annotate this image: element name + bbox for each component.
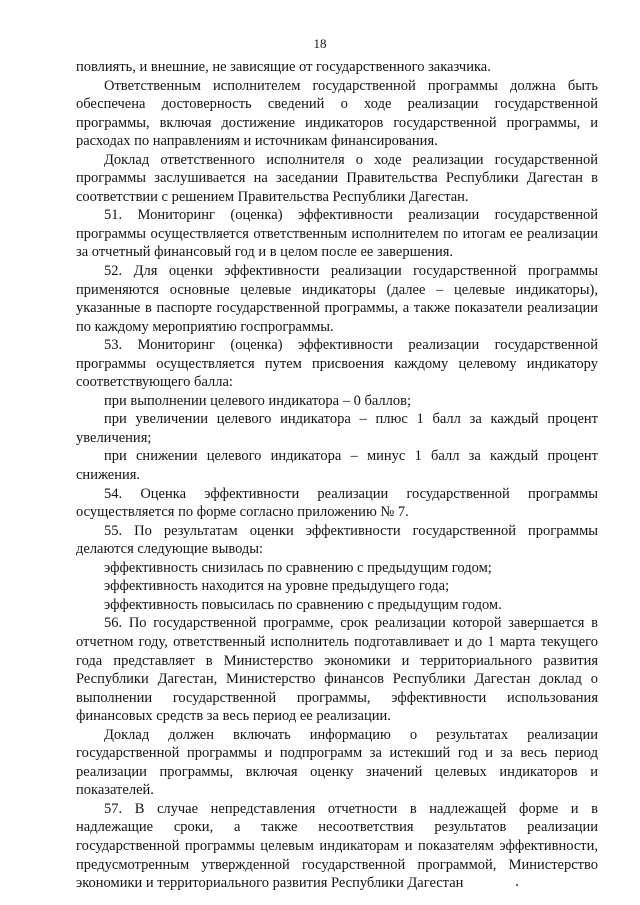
paragraph-item-55: 55. По результатам оценки эффективности государственной программы делаются следующие выводы: xyxy=(76,522,598,558)
paragraph-item-52: 52. Для оценки эффективности реализации государственной программы применяются основные целевые индикаторы (далее – целевые индикаторы), указанные в паспорте государственной программы, а также показатели реализации по каждому мероприятию госпрограммы. xyxy=(76,263,598,335)
list-item-efficiency-same: эффективность находится на уровне предыдущего года; xyxy=(104,578,450,595)
list-item-efficiency-increased: эффективность повысилась по сравнению с предыдущим годом. xyxy=(104,596,502,613)
paragraph-responsible-executor: Ответственным исполнителем государственной программы должна быть обеспечена достоверность сведений о ходе реализации государственной программы, включая достижение индикаторов государственной программы, и расходах по направлениям и источникам финансирования. xyxy=(76,77,598,150)
paragraph-item-57: 57. В случае непредставления отчетности в надлежащей форме и в надлежащие сроки, а также несоответствия результатов реализации государственной программы целевым индикаторам и показателям эффективности, предусмотренным утвержденной государственной программой, Министерство экономики и территориального развития Республики Дагестан xyxy=(76,800,598,892)
list-item-efficiency-decreased: эффективность снизилась по сравнению с предыдущим годом; xyxy=(104,559,492,576)
scan-speck xyxy=(516,884,518,886)
list-item-score-minus: при снижении целевого индикатора – минус 1 балл за каждый процент снижения. xyxy=(76,448,598,484)
paragraph-item-53: 53. Мониторинг (оценка) эффективности реализации государственной программы осуществляется путем присвоения каждому целевому индикатору соответствующего балла: xyxy=(76,337,598,391)
paragraph-report-content: Доклад должен включать информацию о результатах реализации государственной программы и подпрограмм за истекший год и за весь период реализации программы, включая оценку значений целевых индикаторов и показателей. xyxy=(76,726,598,799)
paragraph-item-56: 56. По государственной программе, срок реализации которой завершается в отчетном году, ответственный исполнитель подготавливает и до 1 марта текущего года представляет в Министерство экономики и территориального развития Республики Дагестан, Министерство финансов Республики Дагестан доклад о выполнении государственной программы, эффективности использования финансовых средств за весь период ее реализации. xyxy=(76,615,598,725)
page-number: 18 xyxy=(313,36,327,51)
list-item-score-zero: при выполнении целевого индикатора – 0 баллов; xyxy=(104,392,411,409)
paragraph-continuation: повлиять, и внешние, не зависящие от государственного заказчика. xyxy=(76,59,491,75)
paragraph-item-54: 54. Оценка эффективности реализации государственной программы осуществляется по форме согласно приложению № 7. xyxy=(76,485,598,521)
document-body xyxy=(76,58,598,893)
paragraph-item-51: 51. Мониторинг (оценка) эффективности реализации государственной программы осуществляется ответственным исполнителем по итогам ее реализации за отчетный финансовый год и в целом после ее завершения. xyxy=(76,207,598,261)
list-item-score-plus: при увеличении целевого индикатора – плюс 1 балл за каждый процент увеличения; xyxy=(76,411,598,446)
paragraph-report-hearing: Доклад ответственного исполнителя о ходе реализации государственной программы заслушивается на заседании Правительства Республики Дагестан в соответствии с решением Правительства Республики Дагестан. xyxy=(76,151,598,205)
